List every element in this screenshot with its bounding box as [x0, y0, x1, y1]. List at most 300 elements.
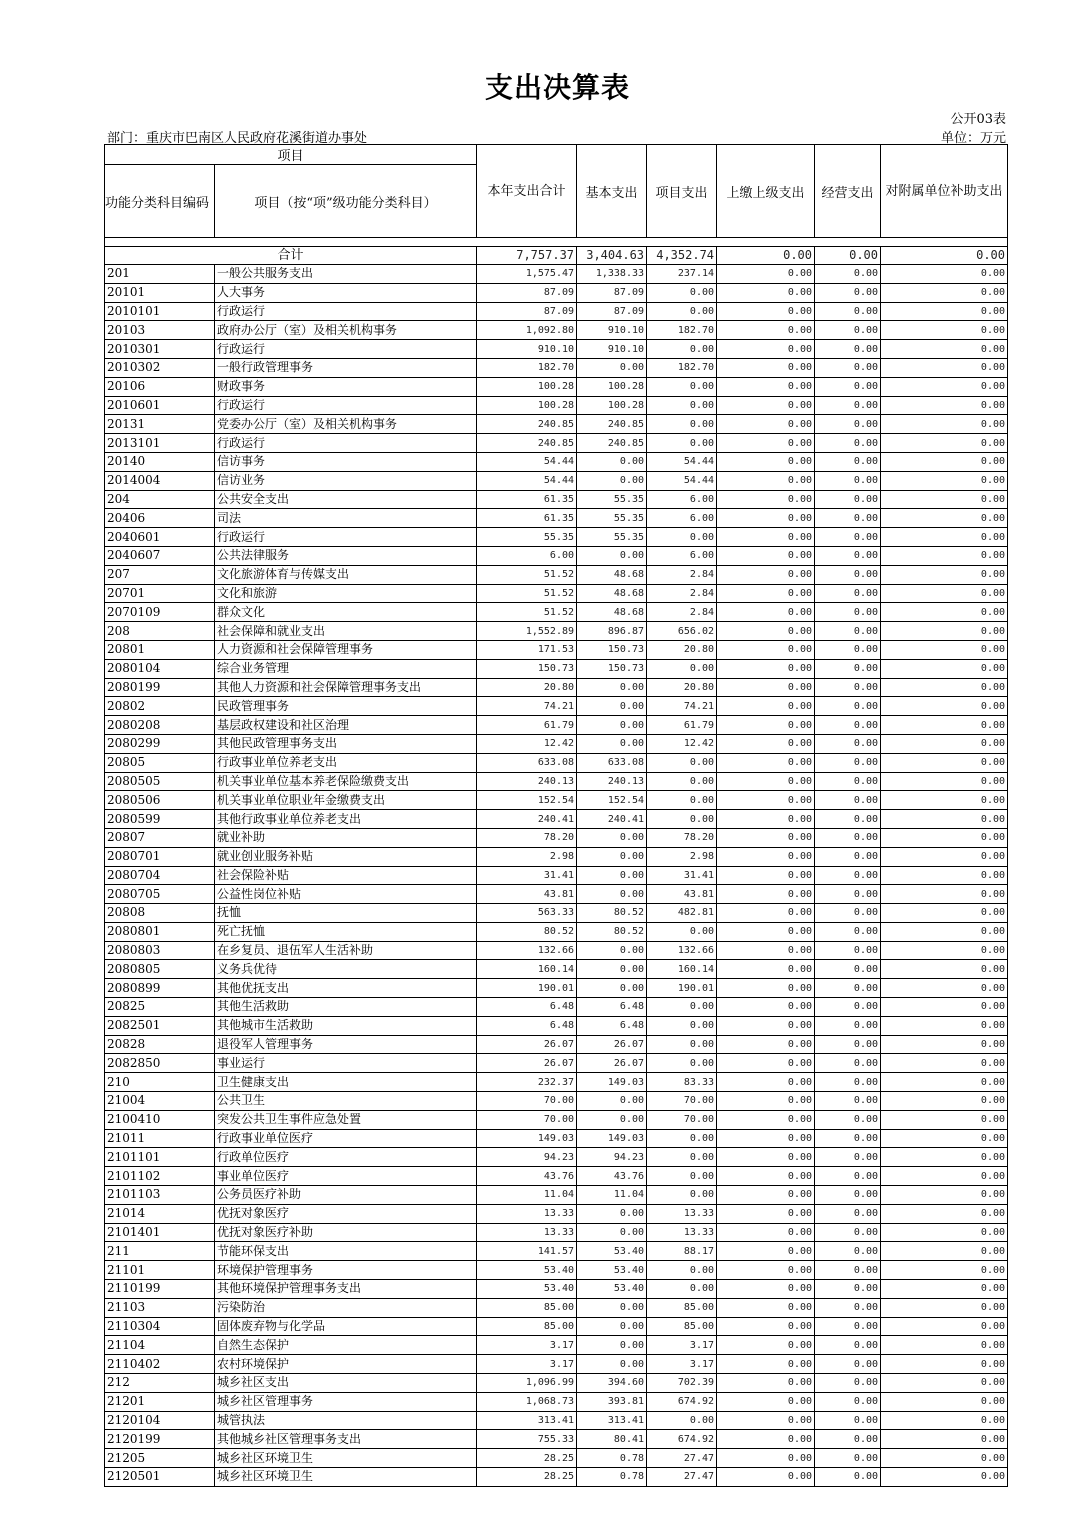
table-row [105, 678, 1008, 697]
cell-subsidy: 0.00 [881, 1204, 1008, 1223]
table-row [105, 1298, 1008, 1317]
cell-total: 85.00 [477, 1298, 577, 1317]
cell-basic: 94.23 [577, 1148, 647, 1167]
cell-upper: 0.00 [717, 1317, 815, 1336]
cell-subsidy: 0.00 [881, 340, 1008, 359]
cell-name: 自然生态保护 [215, 1336, 477, 1355]
cell-business: 0.00 [815, 979, 881, 998]
table-row [105, 1317, 1008, 1336]
cell-subsidy: 0.00 [881, 885, 1008, 904]
cell-business: 0.00 [815, 1317, 881, 1336]
cell-total: 12.42 [477, 734, 577, 753]
cell-basic: 313.41 [577, 1411, 647, 1430]
cell-basic: 0.00 [577, 847, 647, 866]
cell-business: 0.00 [815, 434, 881, 453]
cell-subsidy: 0.00 [881, 1449, 1008, 1468]
cell-business: 0.00 [815, 1148, 881, 1167]
cell-code: 21103 [105, 1298, 215, 1317]
cell-upper: 0.00 [717, 716, 815, 735]
cell-project: 6.00 [647, 509, 717, 528]
cell-total: 6.00 [477, 546, 577, 565]
table-row [105, 866, 1008, 885]
cell-subsidy: 0.00 [881, 1336, 1008, 1355]
cell-basic: 0.00 [577, 678, 647, 697]
cell-total: 20.80 [477, 678, 577, 697]
cell-basic: 240.13 [577, 772, 647, 791]
cell-upper: 0.00 [717, 866, 815, 885]
cell-subsidy: 0.00 [881, 1261, 1008, 1280]
cell-business: 0.00 [815, 1129, 881, 1148]
cell-code: 2082501 [105, 1016, 215, 1035]
cell-subsidy: 0.00 [881, 1355, 1008, 1374]
cell-project: 0.00 [647, 791, 717, 810]
table-row [105, 321, 1008, 340]
cell-basic: 80.41 [577, 1430, 647, 1449]
cell-project: 0.00 [647, 1167, 717, 1186]
cell-upper: 0.00 [717, 1392, 815, 1411]
cell-upper: 0.00 [717, 1411, 815, 1430]
cell-upper: 0.00 [717, 603, 815, 622]
cell-basic: 152.54 [577, 791, 647, 810]
cell-upper: 0.00 [717, 659, 815, 678]
cell-business: 0.00 [815, 283, 881, 302]
cell-name: 其他生活救助 [215, 998, 477, 1017]
cell-subsidy: 0.00 [881, 283, 1008, 302]
cell-upper: 0.00 [717, 415, 815, 434]
cell-name: 其他行政事业单位养老支出 [215, 810, 477, 829]
header-item-group: 项目 [105, 145, 477, 165]
cell-business: 0.00 [815, 603, 881, 622]
cell-name: 城乡社区管理事务 [215, 1392, 477, 1411]
cell-name: 政府办公厅（室）及相关机构事务 [215, 321, 477, 340]
table-row [105, 358, 1008, 377]
table-row [105, 697, 1008, 716]
cell-business: 0.00 [815, 753, 881, 772]
cell-upper: 0.00 [717, 546, 815, 565]
cell-name: 其他城市生活救助 [215, 1016, 477, 1035]
table-row [105, 998, 1008, 1017]
cell-total: 53.40 [477, 1280, 577, 1299]
cell-subsidy: 0.00 [881, 1223, 1008, 1242]
cell-basic: 0.00 [577, 716, 647, 735]
cell-total: 85.00 [477, 1317, 577, 1336]
cell-upper: 0.00 [717, 1355, 815, 1374]
cell-name: 其他城乡社区管理事务支出 [215, 1430, 477, 1449]
table-row [105, 490, 1008, 509]
cell-project: 27.47 [647, 1468, 717, 1487]
cell-code: 20106 [105, 377, 215, 396]
cell-basic: 43.76 [577, 1167, 647, 1186]
cell-basic: 0.78 [577, 1468, 647, 1487]
cell-code: 2010301 [105, 340, 215, 359]
cell-subsidy: 0.00 [881, 810, 1008, 829]
cell-name: 文化旅游体育与传媒支出 [215, 565, 477, 584]
cell-name: 财政事务 [215, 377, 477, 396]
cell-name: 群众文化 [215, 603, 477, 622]
cell-project: 54.44 [647, 471, 717, 490]
cell-subsidy: 0.00 [881, 546, 1008, 565]
cell-project: 0.00 [647, 415, 717, 434]
cell-upper: 0.00 [717, 377, 815, 396]
cell-business: 0.00 [815, 546, 881, 565]
cell-total: 94.23 [477, 1148, 577, 1167]
cell-project: 0.00 [647, 1129, 717, 1148]
cell-name: 信访事务 [215, 452, 477, 471]
cell-total: 70.00 [477, 1092, 577, 1111]
cell-project: 0.00 [647, 1035, 717, 1054]
cell-business: 0.00 [815, 452, 881, 471]
cell-code: 2013101 [105, 434, 215, 453]
cell-project: 31.41 [647, 866, 717, 885]
cell-basic: 0.00 [577, 1110, 647, 1129]
cell-code: 210 [105, 1073, 215, 1092]
cell-project: 0.00 [647, 340, 717, 359]
cell-code: 2080506 [105, 791, 215, 810]
cell-total: 70.00 [477, 1110, 577, 1129]
cell-business: 0.00 [815, 866, 881, 885]
cell-business: 0.00 [815, 1242, 881, 1261]
cell-business: 0.00 [815, 321, 881, 340]
cell-project: 74.21 [647, 697, 717, 716]
cell-code: 2080505 [105, 772, 215, 791]
cell-upper: 0.00 [717, 1035, 815, 1054]
cell-business: 0.00 [815, 885, 881, 904]
cell-basic: 0.00 [577, 828, 647, 847]
cell-name: 文化和旅游 [215, 584, 477, 603]
cell-project: 43.81 [647, 885, 717, 904]
cell-basic: 0.00 [577, 452, 647, 471]
cell-subsidy: 0.00 [881, 509, 1008, 528]
cell-project: 3.17 [647, 1355, 717, 1374]
table-row [105, 283, 1008, 302]
cell-total: 6.48 [477, 1016, 577, 1035]
cell-name: 社会保障和就业支出 [215, 622, 477, 641]
cell-total: 61.79 [477, 716, 577, 735]
cell-total: 910.10 [477, 340, 577, 359]
cell-total: 26.07 [477, 1035, 577, 1054]
cell-project: 61.79 [647, 716, 717, 735]
cell-total: 240.41 [477, 810, 577, 829]
table-row [105, 415, 1008, 434]
table-row [105, 904, 1008, 923]
table-row [105, 546, 1008, 565]
cell-name: 就业创业服务补贴 [215, 847, 477, 866]
cell-total: 55.35 [477, 528, 577, 547]
cell-code: 207 [105, 565, 215, 584]
table-row [105, 979, 1008, 998]
cell-name: 行政运行 [215, 340, 477, 359]
cell-upper: 0.00 [717, 396, 815, 415]
cell-subsidy: 0.00 [881, 1035, 1008, 1054]
cell-name: 在乡复员、退伍军人生活补助 [215, 941, 477, 960]
cell-business: 0.00 [815, 810, 881, 829]
cell-business: 0.00 [815, 1092, 881, 1111]
cell-total: 1,068.73 [477, 1392, 577, 1411]
cell-business: 0.00 [815, 1355, 881, 1374]
cell-code: 2101101 [105, 1148, 215, 1167]
cell-code: 2110199 [105, 1280, 215, 1299]
cell-business: 0.00 [815, 358, 881, 377]
cell-project: 0.00 [647, 998, 717, 1017]
cell-code: 2100410 [105, 1110, 215, 1129]
cell-name: 公益性岗位补贴 [215, 885, 477, 904]
cell-upper: 0.00 [717, 1054, 815, 1073]
header-business: 经营支出 [815, 145, 881, 238]
table-row [105, 1468, 1008, 1487]
cell-code: 20828 [105, 1035, 215, 1054]
cell-business: 0.00 [815, 396, 881, 415]
cell-business: 0.00 [815, 640, 881, 659]
cell-business: 0.00 [815, 528, 881, 547]
cell-name: 一般公共服务支出 [215, 265, 477, 284]
cell-business: 0.00 [815, 678, 881, 697]
cell-upper: 0.00 [717, 1110, 815, 1129]
total-basic: 3,404.63 [577, 247, 647, 265]
cell-project: 70.00 [647, 1092, 717, 1111]
cell-total: 74.21 [477, 697, 577, 716]
table-row [105, 828, 1008, 847]
cell-code: 2080801 [105, 922, 215, 941]
cell-business: 0.00 [815, 1430, 881, 1449]
cell-upper: 0.00 [717, 772, 815, 791]
cell-project: 0.00 [647, 283, 717, 302]
cell-upper: 0.00 [717, 1468, 815, 1487]
cell-total: 240.85 [477, 415, 577, 434]
cell-upper: 0.00 [717, 922, 815, 941]
cell-name: 城管执法 [215, 1411, 477, 1430]
cell-subsidy: 0.00 [881, 1092, 1008, 1111]
department-label: 部门：重庆市巴南区人民政府花溪街道办事处 [107, 131, 368, 146]
cell-basic: 11.04 [577, 1186, 647, 1205]
cell-upper: 0.00 [717, 1336, 815, 1355]
table-row [105, 753, 1008, 772]
cell-code: 20103 [105, 321, 215, 340]
cell-business: 0.00 [815, 1167, 881, 1186]
cell-business: 0.00 [815, 1035, 881, 1054]
cell-business: 0.00 [815, 960, 881, 979]
cell-business: 0.00 [815, 1073, 881, 1092]
cell-upper: 0.00 [717, 810, 815, 829]
cell-basic: 0.00 [577, 1355, 647, 1374]
table-row [105, 1167, 1008, 1186]
cell-subsidy: 0.00 [881, 321, 1008, 340]
cell-basic: 0.78 [577, 1449, 647, 1468]
cell-basic: 55.35 [577, 509, 647, 528]
cell-subsidy: 0.00 [881, 1430, 1008, 1449]
cell-subsidy: 0.00 [881, 1242, 1008, 1261]
cell-total: 3.17 [477, 1355, 577, 1374]
cell-project: 160.14 [647, 960, 717, 979]
cell-subsidy: 0.00 [881, 960, 1008, 979]
cell-project: 0.00 [647, 1186, 717, 1205]
cell-total: 2.98 [477, 847, 577, 866]
cell-name: 公共卫生 [215, 1092, 477, 1111]
cell-basic: 0.00 [577, 734, 647, 753]
cell-total: 87.09 [477, 302, 577, 321]
cell-business: 0.00 [815, 1392, 881, 1411]
cell-project: 2.84 [647, 565, 717, 584]
cell-business: 0.00 [815, 1261, 881, 1280]
table-row [105, 1242, 1008, 1261]
cell-basic: 55.35 [577, 490, 647, 509]
cell-subsidy: 0.00 [881, 302, 1008, 321]
cell-code: 2080199 [105, 678, 215, 697]
cell-project: 0.00 [647, 1054, 717, 1073]
cell-total: 1,552.89 [477, 622, 577, 641]
cell-code: 21104 [105, 1336, 215, 1355]
cell-total: 51.52 [477, 584, 577, 603]
cell-project: 0.00 [647, 1280, 717, 1299]
cell-code: 2080104 [105, 659, 215, 678]
cell-upper: 0.00 [717, 1223, 815, 1242]
cell-upper: 0.00 [717, 1129, 815, 1148]
cell-subsidy: 0.00 [881, 1016, 1008, 1035]
cell-total: 6.48 [477, 998, 577, 1017]
cell-basic: 0.00 [577, 358, 647, 377]
cell-project: 237.14 [647, 265, 717, 284]
table-row [105, 396, 1008, 415]
cell-code: 21011 [105, 1129, 215, 1148]
cell-project: 85.00 [647, 1317, 717, 1336]
cell-name: 事业单位医疗 [215, 1167, 477, 1186]
cell-total: 150.73 [477, 659, 577, 678]
cell-basic: 53.40 [577, 1261, 647, 1280]
table-row [105, 1204, 1008, 1223]
cell-code: 20802 [105, 697, 215, 716]
cell-total: 13.33 [477, 1204, 577, 1223]
total-subsidy: 0.00 [881, 247, 1008, 265]
cell-basic: 0.00 [577, 960, 647, 979]
header-name: 项目（按“项”级功能分类科目） [215, 165, 477, 238]
cell-name: 人大事务 [215, 283, 477, 302]
cell-name: 行政事业单位医疗 [215, 1129, 477, 1148]
table-row [105, 1054, 1008, 1073]
cell-business: 0.00 [815, 509, 881, 528]
cell-name: 其他人力资源和社会保障管理事务支出 [215, 678, 477, 697]
cell-code: 20805 [105, 753, 215, 772]
cell-project: 2.84 [647, 584, 717, 603]
cell-subsidy: 0.00 [881, 1411, 1008, 1430]
cell-subsidy: 0.00 [881, 697, 1008, 716]
cell-basic: 150.73 [577, 659, 647, 678]
cell-basic: 100.28 [577, 377, 647, 396]
cell-business: 0.00 [815, 1411, 881, 1430]
table-row [105, 1430, 1008, 1449]
cell-project: 702.39 [647, 1374, 717, 1393]
table-row [105, 1129, 1008, 1148]
cell-code: 2070109 [105, 603, 215, 622]
cell-code: 2040607 [105, 546, 215, 565]
cell-total: 232.37 [477, 1073, 577, 1092]
header-upper: 上缴上级支出 [717, 145, 815, 238]
cell-upper: 0.00 [717, 828, 815, 847]
cell-upper: 0.00 [717, 584, 815, 603]
cell-subsidy: 0.00 [881, 452, 1008, 471]
total-project: 4,352.74 [647, 247, 717, 265]
total-upper: 0.00 [717, 247, 815, 265]
cell-business: 0.00 [815, 697, 881, 716]
cell-basic: 6.48 [577, 998, 647, 1017]
cell-subsidy: 0.00 [881, 678, 1008, 697]
cell-subsidy: 0.00 [881, 528, 1008, 547]
cell-code: 20825 [105, 998, 215, 1017]
cell-project: 0.00 [647, 1016, 717, 1035]
cell-business: 0.00 [815, 904, 881, 923]
table-row [105, 302, 1008, 321]
table-row [105, 1186, 1008, 1205]
cell-business: 0.00 [815, 1204, 881, 1223]
cell-project: 0.00 [647, 434, 717, 453]
cell-business: 0.00 [815, 377, 881, 396]
cell-basic: 1,338.33 [577, 265, 647, 284]
cell-code: 20140 [105, 452, 215, 471]
cell-business: 0.00 [815, 734, 881, 753]
cell-business: 0.00 [815, 1336, 881, 1355]
cell-project: 88.17 [647, 1242, 717, 1261]
cell-total: 61.35 [477, 490, 577, 509]
table-number: 公开03表 [950, 112, 1006, 127]
cell-basic: 393.81 [577, 1392, 647, 1411]
cell-basic: 0.00 [577, 1204, 647, 1223]
cell-basic: 48.68 [577, 603, 647, 622]
cell-name: 行政运行 [215, 302, 477, 321]
table-row [105, 1336, 1008, 1355]
cell-name: 行政事业单位养老支出 [215, 753, 477, 772]
cell-upper: 0.00 [717, 1073, 815, 1092]
cell-code: 2040601 [105, 528, 215, 547]
cell-subsidy: 0.00 [881, 828, 1008, 847]
cell-total: 633.08 [477, 753, 577, 772]
cell-subsidy: 0.00 [881, 1280, 1008, 1299]
cell-total: 43.81 [477, 885, 577, 904]
cell-name: 城乡社区环境卫生 [215, 1468, 477, 1487]
cell-business: 0.00 [815, 565, 881, 584]
cell-name: 社会保险补贴 [215, 866, 477, 885]
table-row [105, 1223, 1008, 1242]
cell-project: 190.01 [647, 979, 717, 998]
cell-business: 0.00 [815, 847, 881, 866]
cell-subsidy: 0.00 [881, 265, 1008, 284]
cell-code: 20807 [105, 828, 215, 847]
header-code: 功能分类科目编码 [105, 165, 215, 238]
cell-code: 2080803 [105, 941, 215, 960]
cell-basic: 87.09 [577, 283, 647, 302]
table-row [105, 1392, 1008, 1411]
cell-upper: 0.00 [717, 265, 815, 284]
cell-basic: 26.07 [577, 1035, 647, 1054]
cell-code: 20701 [105, 584, 215, 603]
cell-name: 环境保护管理事务 [215, 1261, 477, 1280]
cell-name: 抚恤 [215, 904, 477, 923]
cell-upper: 0.00 [717, 1204, 815, 1223]
table-row [105, 922, 1008, 941]
cell-upper: 0.00 [717, 1092, 815, 1111]
cell-basic: 0.00 [577, 866, 647, 885]
cell-subsidy: 0.00 [881, 922, 1008, 941]
cell-upper: 0.00 [717, 640, 815, 659]
cell-project: 0.00 [647, 528, 717, 547]
table-row [105, 265, 1008, 284]
cell-code: 2120501 [105, 1468, 215, 1487]
table-row [105, 622, 1008, 641]
cell-name: 卫生健康支出 [215, 1073, 477, 1092]
table-row [105, 885, 1008, 904]
cell-code: 2014004 [105, 471, 215, 490]
cell-business: 0.00 [815, 471, 881, 490]
table-row [105, 810, 1008, 829]
total-label: 合计 [105, 247, 477, 265]
cell-name: 污染防治 [215, 1298, 477, 1317]
